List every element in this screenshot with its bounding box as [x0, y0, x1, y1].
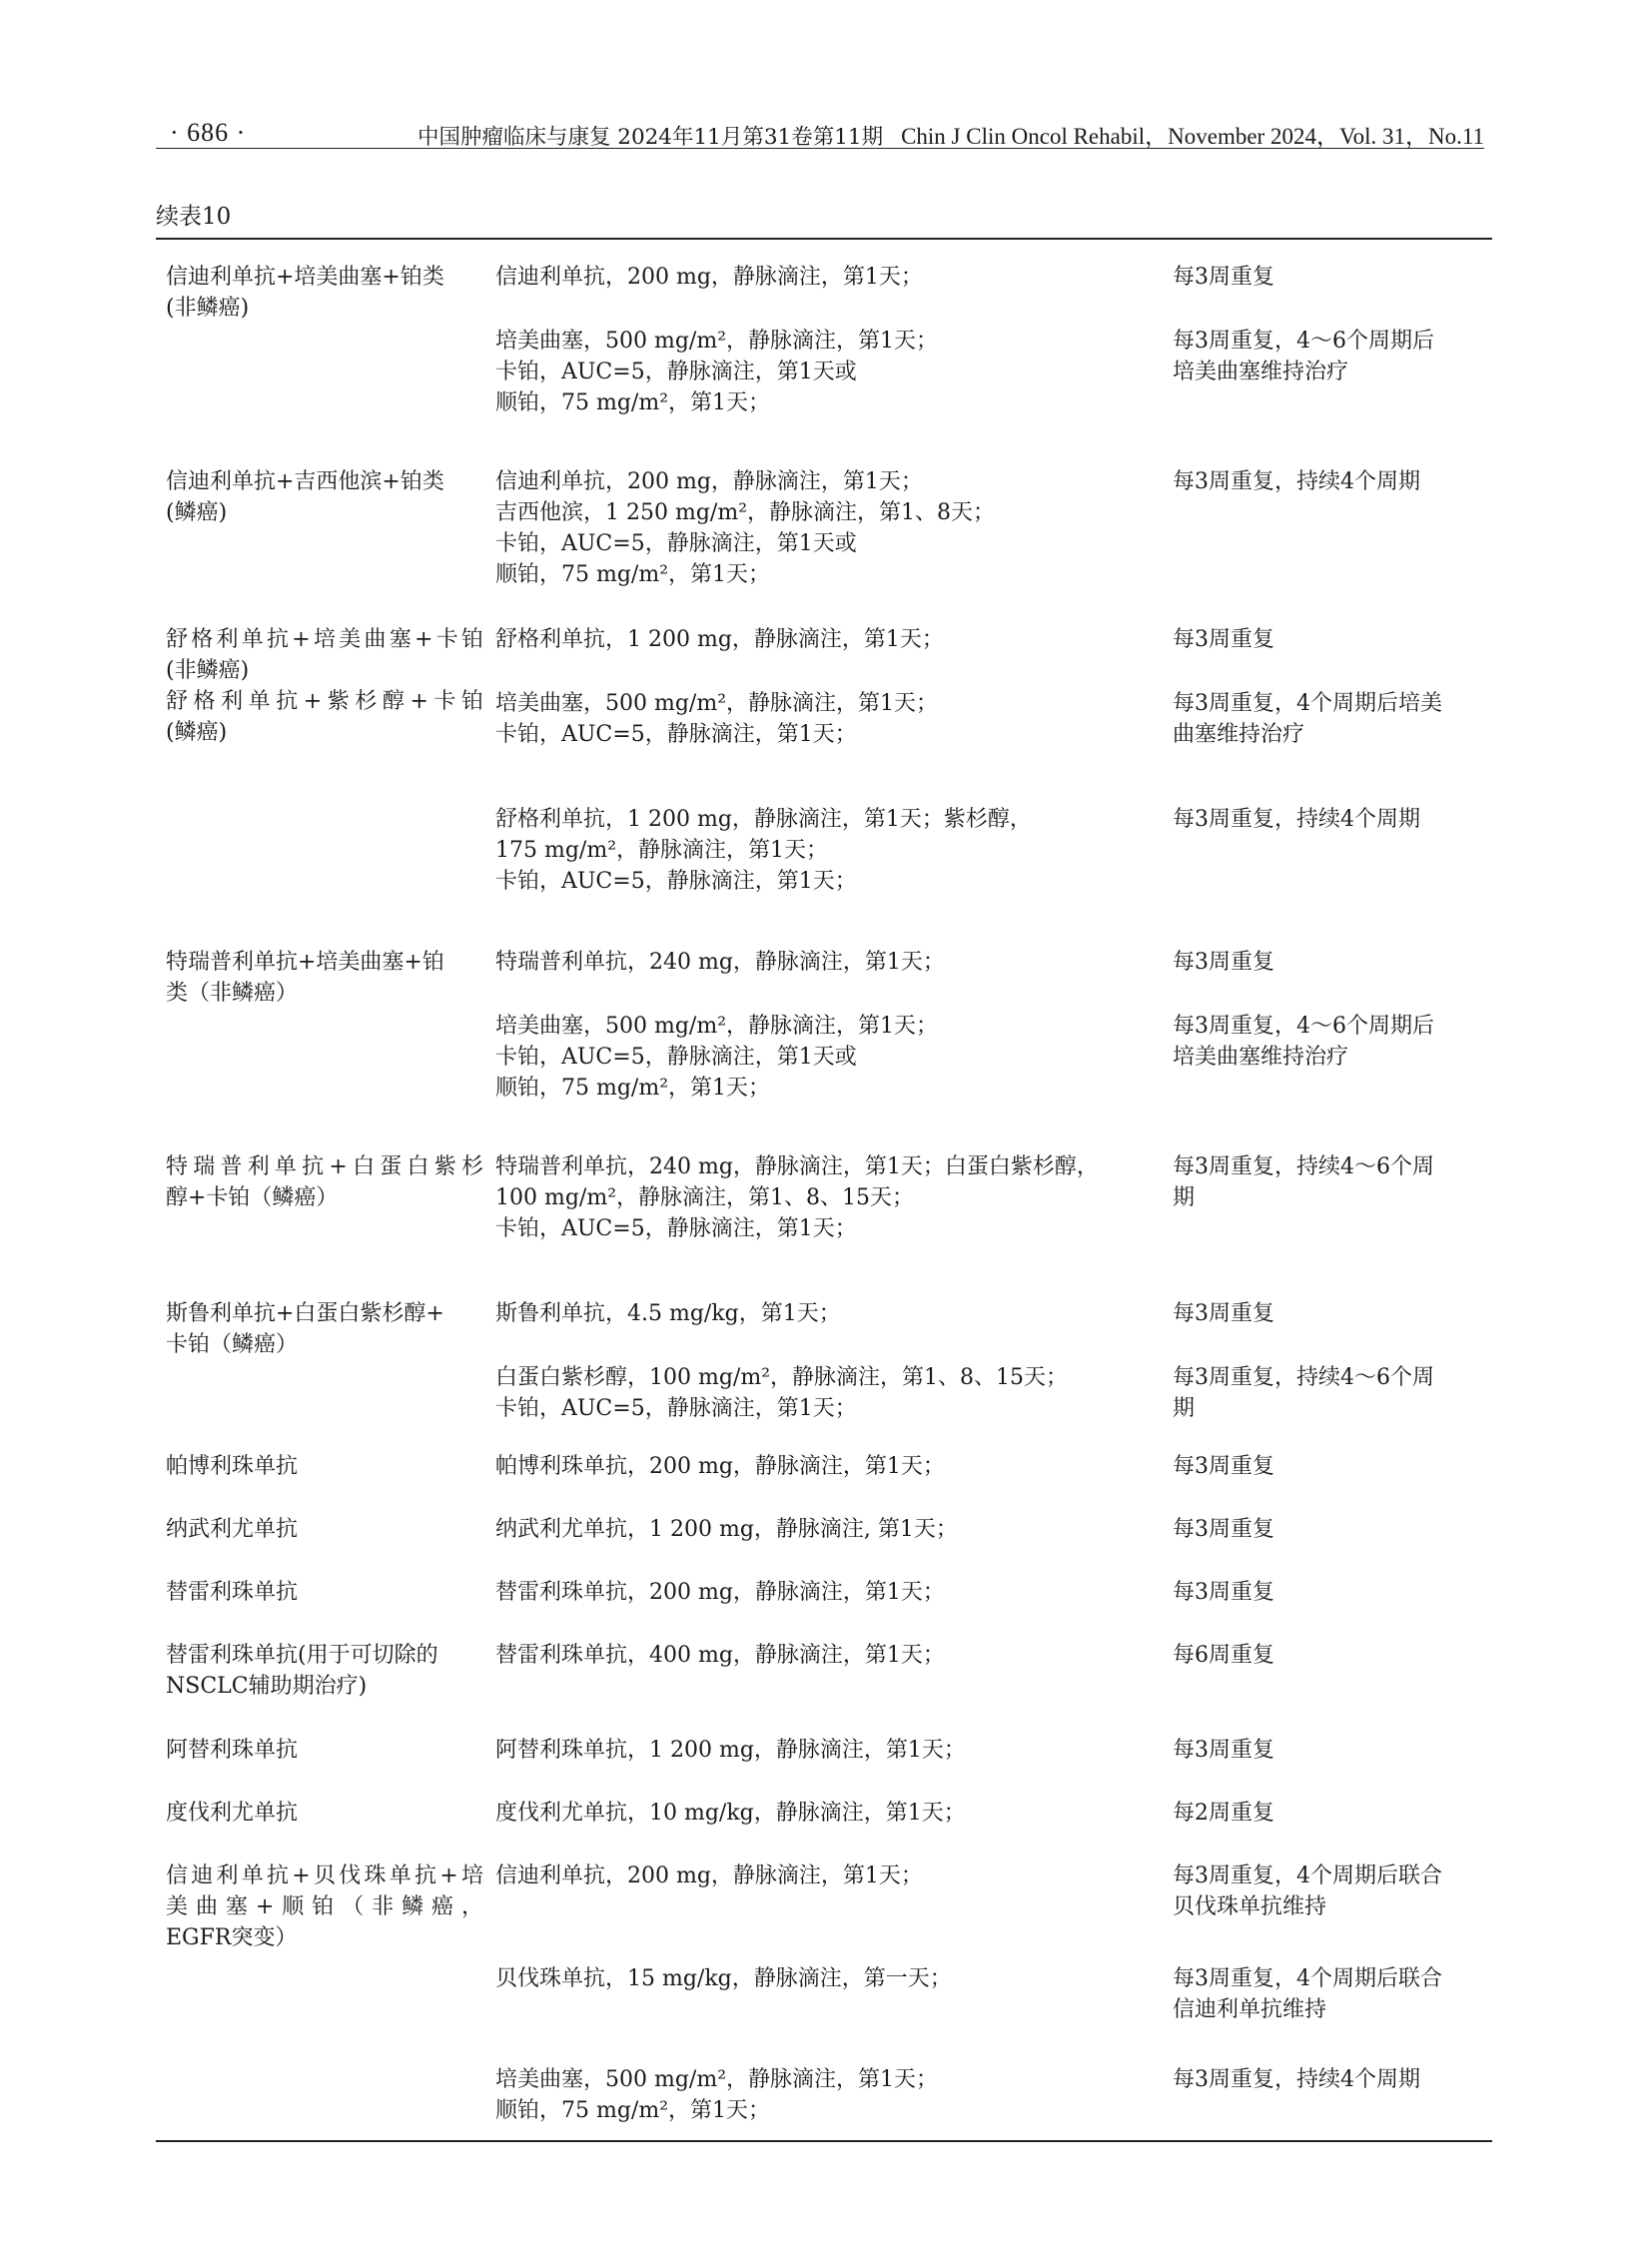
- dosage-group: [495, 1151, 1099, 1244]
- regimen-cell: [166, 1577, 483, 1608]
- dosage-group: [495, 1514, 958, 1545]
- dosage-line: 175 mg/m²，静脉滴注，第1天；: [495, 838, 829, 863]
- schedule-group: [1173, 1362, 1434, 1424]
- regimen-cell: [166, 1514, 483, 1545]
- dosage-line: 顺铂，75 mg/m²，第1天；: [495, 390, 771, 415]
- schedule-line: 每3周重复，4个周期后联合: [1173, 1864, 1442, 1888]
- regimen-cell: [166, 1735, 483, 1766]
- dosage-group: [495, 1963, 952, 1994]
- regimen-line: 帕博利珠单抗: [166, 1454, 299, 1479]
- dosage-line: 度伐利尤单抗，10 mg/kg，静脉滴注，第1天；: [495, 1801, 966, 1826]
- table-caption: 续表10: [156, 204, 232, 230]
- header-rule: [156, 148, 1484, 149]
- dosage-line: 顺铂，75 mg/m²，第1天；: [495, 562, 771, 587]
- schedule-group: [1173, 262, 1274, 293]
- dosage-line: 舒格利单抗，1 200 mg，静脉滴注，第1天；紫杉醇，: [495, 807, 1032, 832]
- schedule-line: 每3周重复: [1173, 1517, 1274, 1542]
- regimen-line: (非鳞癌): [166, 658, 250, 683]
- dosage-group: [495, 1451, 945, 1482]
- page-number: · 686 ·: [170, 118, 247, 147]
- schedule-line: 曲塞维持治疗: [1173, 722, 1305, 747]
- regimen-line: 信迪利单抗+贝伐珠单抗+培: [166, 1864, 483, 1888]
- schedule-group: [1173, 688, 1442, 750]
- schedule-line: 每3周重复: [1173, 1580, 1274, 1605]
- dosage-line: 替雷利珠单抗，200 mg，静脉滴注，第1天；: [495, 1580, 945, 1605]
- dosage-line: 卡铂，AUC=5，静脉滴注，第1天；: [495, 869, 857, 894]
- dosage-line: 培美曲塞，500 mg/m²，静脉滴注，第1天；: [495, 329, 939, 354]
- dosage-line: 信迪利单抗，200 mg，静脉滴注，第1天；: [495, 265, 923, 290]
- dosage-line: 舒格利单抗，1 200 mg，静脉滴注，第1天；: [495, 627, 944, 652]
- dosage-line: 培美曲塞，500 mg/m²，静脉滴注，第1天；: [495, 691, 939, 716]
- schedule-line: 每3周重复: [1173, 265, 1274, 290]
- dosage-group: [495, 1798, 966, 1829]
- dosage-group: [495, 1577, 945, 1608]
- schedule-line: 每3周重复: [1173, 1738, 1274, 1763]
- dosage-group: [495, 804, 1032, 897]
- schedule-group: [1173, 1861, 1442, 1922]
- dosage-line: 培美曲塞，500 mg/m²，静脉滴注，第1天；: [495, 1014, 939, 1039]
- dosage-group: [495, 947, 945, 978]
- schedule-line: 每2周重复: [1173, 1801, 1274, 1826]
- dosage-group: [495, 1735, 966, 1766]
- regimen-line: 特瑞普利单抗+培美曲塞+铂: [166, 950, 444, 975]
- schedule-line: 每3周重复，4个周期后培美: [1173, 691, 1442, 716]
- schedule-line: 每3周重复，持续4个周期: [1173, 2067, 1420, 2092]
- dosage-line: 顺铂，75 mg/m²，第1天；: [495, 2098, 771, 2123]
- dosage-line: 白蛋白紫杉醇，100 mg/m²，静脉滴注，第1、8、15天；: [495, 1365, 1069, 1390]
- regimen-cell: [166, 1151, 483, 1213]
- schedule-group: [1173, 2064, 1420, 2095]
- schedule-line: 每3周重复: [1173, 627, 1274, 652]
- schedule-line: 每3周重复: [1173, 1454, 1274, 1479]
- schedule-line: 培美曲塞维持治疗: [1173, 360, 1349, 384]
- dosage-line: 信迪利单抗，200 mg，静脉滴注，第1天；: [495, 469, 923, 494]
- regimen-line: 舒格利单抗+紫杉醇+卡铂: [166, 689, 483, 714]
- regimen-cell: [166, 1451, 483, 1482]
- journal-title-en: Chin J Clin Oncol Rehabil，November 2024，Vol. 31，No.11: [901, 124, 1484, 149]
- schedule-line: 每3周重复，持续4个周期: [1173, 807, 1420, 832]
- regimen-line: 纳武利尤单抗: [166, 1517, 299, 1542]
- schedule-line: 信迪利单抗维持: [1173, 1997, 1327, 2022]
- regimen-cell: [166, 1798, 483, 1829]
- regimen-line: (鳞癌): [166, 500, 228, 525]
- dosage-group: [495, 1640, 945, 1671]
- regimen-line: 醇+卡铂（鳞癌）: [166, 1185, 339, 1210]
- schedule-line: 每3周重复，4～6个周期后: [1173, 329, 1434, 354]
- journal-title-cn: 中国肿瘤临床与康复 2024年11月第31卷第11期: [416, 125, 884, 150]
- regimen-cell: [166, 624, 483, 748]
- dosage-line: 卡铂，AUC=5，静脉滴注，第1天；: [495, 1396, 857, 1421]
- dosage-group: [495, 1011, 938, 1104]
- schedule-group: [1173, 1151, 1434, 1213]
- schedule-group: [1173, 1451, 1274, 1482]
- schedule-group: [1173, 1640, 1274, 1671]
- schedule-group: [1173, 466, 1420, 497]
- dosage-group: [495, 1861, 923, 1891]
- regimen-line: 舒格利单抗+培美曲塞+卡铂: [166, 627, 483, 652]
- schedule-line: 期: [1173, 1185, 1196, 1210]
- schedule-group: [1173, 1735, 1274, 1766]
- regimen-line: 替雷利珠单抗(用于可切除的: [166, 1643, 438, 1668]
- dosage-group: [495, 1298, 841, 1329]
- regimen-line: EGFR突变）: [166, 1925, 298, 1950]
- regimen-line: 度伐利尤单抗: [166, 1801, 299, 1826]
- dosage-line: 卡铂，AUC=5，静脉滴注，第1天或: [495, 1045, 857, 1070]
- regimen-line: 卡铂（鳞癌）: [166, 1332, 299, 1357]
- dosage-line: 特瑞普利单抗，240 mg，静脉滴注，第1天；: [495, 950, 945, 975]
- schedule-group: [1173, 804, 1420, 835]
- dosage-group: [495, 1362, 1068, 1424]
- dosage-line: 顺铂，75 mg/m²，第1天；: [495, 1076, 771, 1101]
- table-top-rule: [156, 238, 1492, 240]
- schedule-line: 每6周重复: [1173, 1643, 1274, 1668]
- dosage-group: [495, 466, 995, 590]
- schedule-group: [1173, 1298, 1274, 1329]
- regimen-line: 特瑞普利单抗+白蛋白紫杉: [166, 1154, 483, 1179]
- regimen-cell: [166, 1640, 483, 1702]
- regimen-cell: [166, 466, 483, 528]
- regimen-line: 阿替利珠单抗: [166, 1738, 299, 1763]
- schedule-group: [1173, 326, 1434, 387]
- schedule-group: [1173, 947, 1274, 978]
- regimen-line: 美曲塞+顺铂（非鳞癌，: [166, 1894, 483, 1919]
- schedule-line: 每3周重复，持续4个周期: [1173, 469, 1420, 494]
- dosage-line: 特瑞普利单抗，240 mg，静脉滴注，第1天；白蛋白紫杉醇，: [495, 1154, 1099, 1179]
- journal-citation: [417, 118, 1484, 151]
- dosage-group: [495, 2064, 938, 2126]
- regimen-line: 斯鲁利单抗+白蛋白紫杉醇+: [166, 1301, 444, 1326]
- dosage-line: 帕博利珠单抗，200 mg，静脉滴注，第1天；: [495, 1454, 945, 1479]
- regimen-line: (非鳞癌): [166, 296, 250, 321]
- dosage-line: 阿替利珠单抗，1 200 mg，静脉滴注，第1天；: [495, 1738, 966, 1763]
- table-bottom-rule: [156, 2140, 1492, 2142]
- dosage-line: 纳武利尤单抗，1 200 mg，静脉滴注, 第1天；: [495, 1517, 958, 1542]
- dosage-line: 卡铂，AUC=5，静脉滴注，第1天或: [495, 531, 857, 556]
- schedule-line: 期: [1173, 1396, 1196, 1421]
- dosage-group: [495, 262, 923, 293]
- dosage-line: 培美曲塞，500 mg/m²，静脉滴注，第1天；: [495, 2067, 939, 2092]
- dosage-group: [495, 688, 938, 750]
- regimen-cell: [166, 262, 483, 324]
- dosage-line: 吉西他滨，1 250 mg/m²，静脉滴注，第1、8天；: [495, 500, 996, 525]
- schedule-line: 每3周重复，4～6个周期后: [1173, 1014, 1434, 1039]
- schedule-line: 每3周重复: [1173, 950, 1274, 975]
- schedule-group: [1173, 1963, 1442, 2025]
- schedule-group: [1173, 624, 1274, 655]
- dosage-group: [495, 624, 944, 655]
- dosage-line: 卡铂，AUC=5，静脉滴注，第1天；: [495, 1216, 857, 1241]
- dosage-line: 卡铂，AUC=5，静脉滴注，第1天或: [495, 360, 857, 384]
- schedule-line: 每3周重复，4个周期后联合: [1173, 1966, 1442, 1991]
- regimen-line: (鳞癌): [166, 720, 228, 745]
- schedule-group: [1173, 1011, 1434, 1073]
- dosage-line: 替雷利珠单抗，400 mg，静脉滴注，第1天；: [495, 1643, 945, 1668]
- dosage-line: 100 mg/m²，静脉滴注，第1、8、15天；: [495, 1185, 915, 1210]
- dosage-line: 信迪利单抗，200 mg，静脉滴注，第1天；: [495, 1864, 923, 1888]
- schedule-line: 每3周重复，持续4～6个周: [1173, 1365, 1434, 1390]
- page-header: [156, 112, 1484, 150]
- schedule-line: 贝伐珠单抗维持: [1173, 1894, 1327, 1919]
- regimen-cell: [166, 1298, 483, 1360]
- dosage-line: 卡铂，AUC=5，静脉滴注，第1天；: [495, 722, 857, 747]
- schedule-line: 每3周重复: [1173, 1301, 1274, 1326]
- regimen-line: 信迪利单抗+吉西他滨+铂类: [166, 469, 444, 494]
- schedule-group: [1173, 1514, 1274, 1545]
- regimen-cell: [166, 947, 483, 1009]
- regimen-line: 类（非鳞癌）: [166, 981, 299, 1006]
- schedule-group: [1173, 1577, 1274, 1608]
- dosage-group: [495, 326, 938, 418]
- schedule-line: 每3周重复，持续4～6个周: [1173, 1154, 1434, 1179]
- regimen-line: 替雷利珠单抗: [166, 1580, 299, 1605]
- regimen-line: NSCLC辅助期治疗): [166, 1674, 368, 1699]
- regimen-line: 信迪利单抗+培美曲塞+铂类: [166, 265, 444, 290]
- dosage-line: 斯鲁利单抗，4.5 mg/kg，第1天；: [495, 1301, 841, 1326]
- regimen-cell: [166, 1861, 483, 1953]
- dosage-line: 贝伐珠单抗，15 mg/kg，静脉滴注，第一天；: [495, 1966, 952, 1991]
- schedule-line: 培美曲塞维持治疗: [1173, 1045, 1349, 1070]
- schedule-group: [1173, 1798, 1274, 1829]
